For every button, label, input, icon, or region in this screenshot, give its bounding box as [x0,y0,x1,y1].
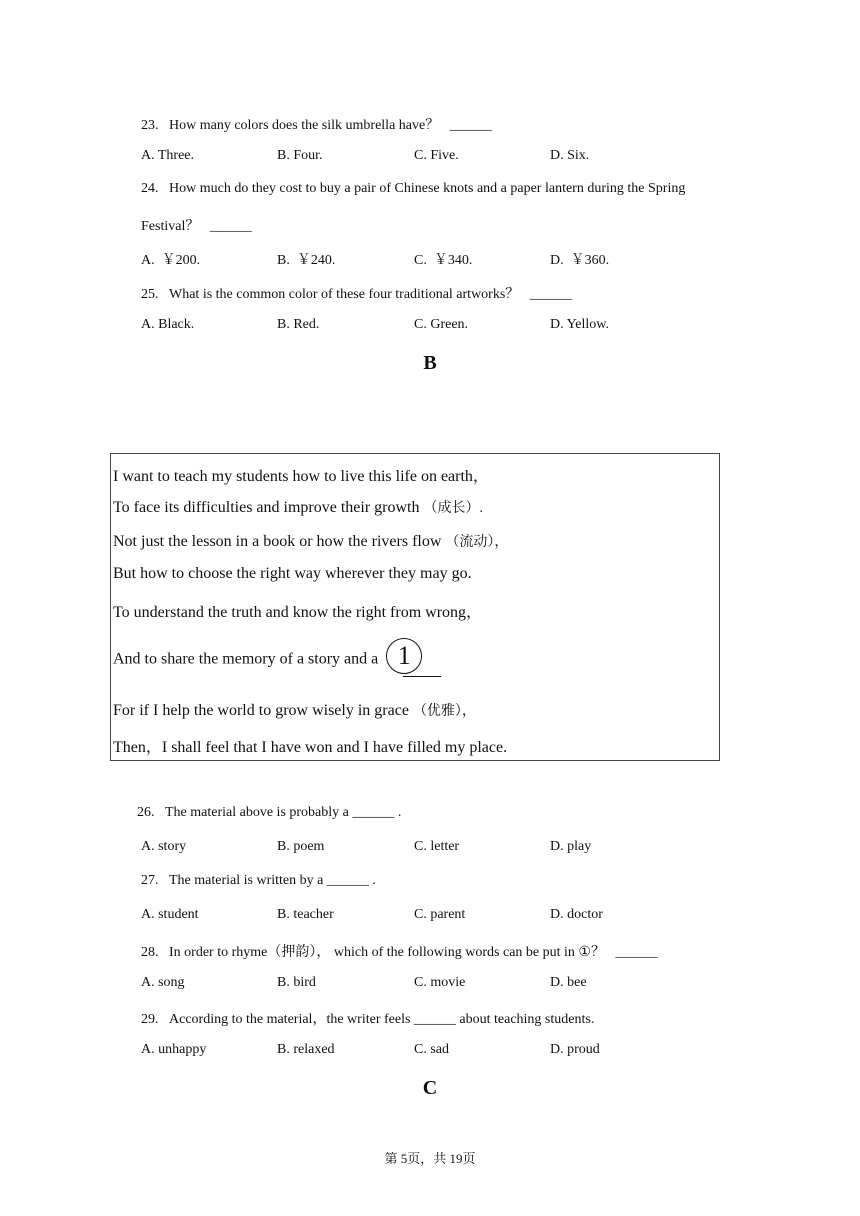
page-footer: 第 5页，共 19页 [384,1151,476,1166]
poem-line-3-text: Not just the lesson in a book or how the rivers flow [113,533,442,550]
q25-option-c: C. Green. [414,317,469,332]
q29-option-c: C. sad [414,1042,449,1057]
q26-option-b: B. poem [277,839,325,854]
poem-line-7-text: For if I help the world to grow wisely in grace [113,702,409,719]
question-23-stem: 23. How many colors does the silk umbrella have？ ______ [141,118,492,133]
question-24-stem-line2: Festival？ ______ [141,219,252,234]
poem-line-1: I want to teach my students how to live this life on earth， [113,468,489,485]
q29-option-d: D. proud [550,1042,600,1057]
question-25-stem: 25. What is the common color of these four traditional artworks？ ______ [141,287,572,302]
q29-option-b: B. relaxed [277,1042,335,1057]
q24-option-c: C. ￥340. [414,253,473,268]
poem-line-2 [113,497,483,517]
poem-line-6-text: And to share the memory of a story and a [113,650,379,668]
section-b-heading: B [423,352,437,374]
poem-line-7-gloss: （优雅）， [412,704,476,719]
q24-option-d: D. ￥360. [550,253,610,268]
question-27-stem: 27. The material is written by a ______ . [141,873,376,888]
question-24-stem-line1: 24. How much do they cost to buy a pair of Chinese knots and a paper lantern during the Spring [141,181,686,196]
q27-option-a: A. student [141,907,199,922]
poem-line-3-gloss: （流动）， [445,535,509,550]
q28-option-b: B. bird [277,975,316,990]
question-29-stem: 29. According to the material，the writer feels ______ about teaching students. [141,1012,595,1027]
blank-number-circle: 1 [386,638,422,674]
q28-option-c: C. movie [414,975,466,990]
q23-option-b: B. Four. [277,148,323,163]
poem-line-7 [113,700,476,720]
q26-option-d: D. play [550,839,592,854]
q26-option-c: C. letter [414,839,460,854]
poem-line-2-text: To face its difficulties and improve their growth [113,499,420,516]
poem-line-6 [113,642,422,678]
q29-option-a: A. unhappy [141,1042,207,1057]
q28-option-a: A. song [141,975,185,990]
poem-line-5: To understand the truth and know the right from wrong， [113,604,483,621]
q27-option-d: D. doctor [550,907,603,922]
q24-option-b: B. ￥240. [277,253,336,268]
q27-option-b: B. teacher [277,907,334,922]
poem-line-3 [113,531,508,551]
poem-line-8: Then，I shall feel that I have won and I have filled my place. [113,739,508,756]
poem-line-2-gloss: （成长）. [423,501,483,516]
question-28-stem: 28. In order to rhyme（押韵）， which of the following words can be put in ①？ ______ [141,945,658,960]
q23-option-c: C. Five. [414,148,459,163]
q25-option-b: B. Red. [277,317,320,332]
q25-option-d: D. Yellow. [550,317,609,332]
q24-option-a: A. ￥200. [141,253,201,268]
q23-option-a: A. Three. [141,148,194,163]
question-26-stem: 26. The material above is probably a ______ . [137,805,402,820]
section-c-heading: C [422,1077,438,1099]
poem-box [110,453,720,761]
q25-option-a: A. Black. [141,317,195,332]
q28-option-d: D. bee [550,975,587,990]
blank-underline [403,676,441,677]
q23-option-d: D. Six. [550,148,590,163]
q27-option-c: C. parent [414,907,466,922]
q26-option-a: A. story [141,839,187,854]
poem-line-4: But how to choose the right way wherever they may go. [113,565,472,582]
